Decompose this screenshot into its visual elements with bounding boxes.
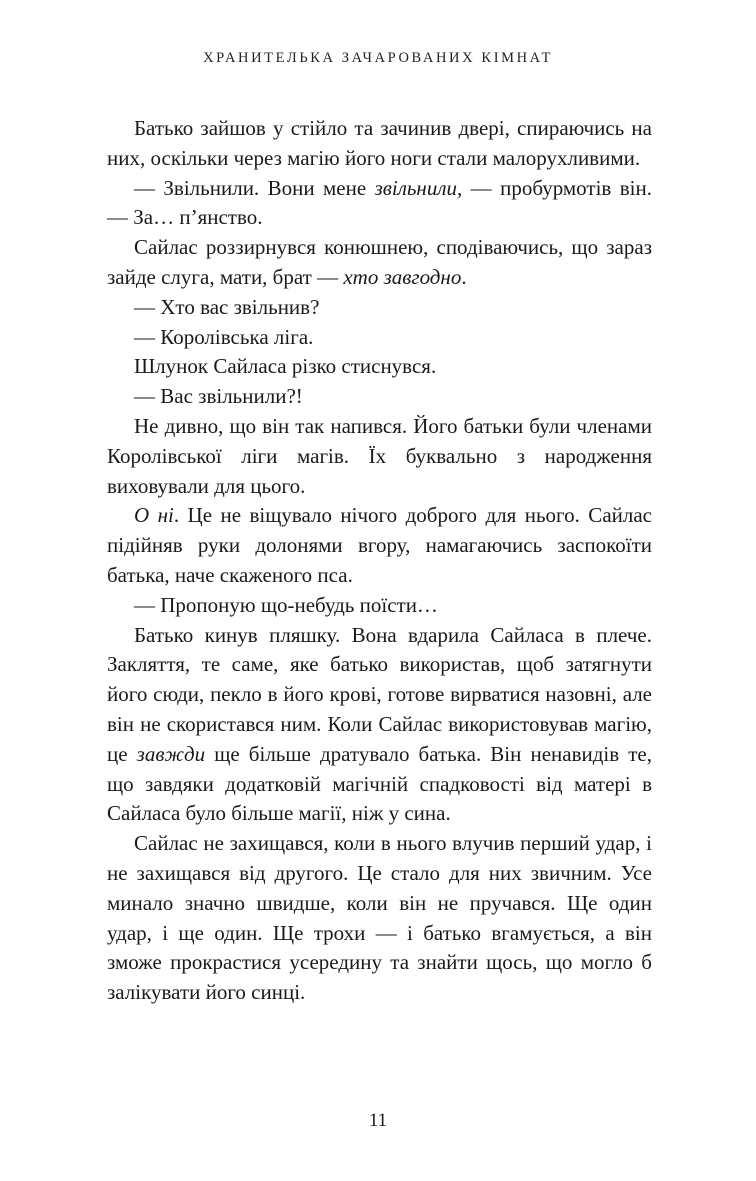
paragraph: Не дивно, що він так напився. Його батьки були членами Королівської ліги магів. Їх буквально з народження виховували для цього. (107, 413, 652, 498)
page-number: 11 (368, 1110, 388, 1131)
paragraph: — Пропоную що-небудь поїсти… (134, 592, 438, 617)
running-head: ХРАНИТЕЛЬКА ЗАЧАРОВАНИХ КІМНАТ (203, 50, 553, 66)
paragraph: Сайлас роззирнувся конюшнею, сподіваючись, що зараз зайде слуга, мати, брат — хто завгодно. (107, 235, 652, 289)
paragraph: — Вас звільнили?! (134, 384, 303, 409)
paragraph: Батько кинув пляшку. Вона вдарила Сайласа в плече. Закляття, те саме, яке батько використав, щоб затягнути його сюди, пекло в його крові, готове вирватися назовні, але він не скористався ним. Коли Сайлас використовував магію, це завжди ще більше дратувало батька. Він ненавидів те, що завдяки додатковій магічній спадковості від матері в Сайласа було більше магії, ніж у сина. (107, 622, 653, 826)
paragraph: Шлунок Сайласа різко стиснувся. (134, 354, 437, 379)
paragraph: — Звільнили. Вони мене звільнили, — пробурмотів він. — За… п’янство. (107, 175, 652, 230)
paragraph: О ні. Це не віщувало нічого доброго для нього. Сайлас підійняв руки долонями вгору, намагаючись заспокоїти батька, наче скаженого пса. (107, 503, 652, 587)
body-text (107, 114, 652, 1008)
paragraph: Батько зайшов у стійло та зачинив двері, спираючись на них, оскільки через магію його ноги стали малорухливими. (107, 116, 652, 170)
paragraph: Сайлас не захищався, коли в нього влучив перший удар, і не захищався від другого. Це стало для них звичним. Усе минало значно швидше, коли він не пручався. Ще один удар, і ще один. Ще трохи — і батько вгамується, а він зможе прокрастися усередину та знайти щось, що могло б залікувати його синці. (107, 831, 652, 1005)
paragraph: — Хто вас звільнив? (134, 294, 320, 319)
paragraph: — Королівська ліга. (134, 324, 314, 349)
